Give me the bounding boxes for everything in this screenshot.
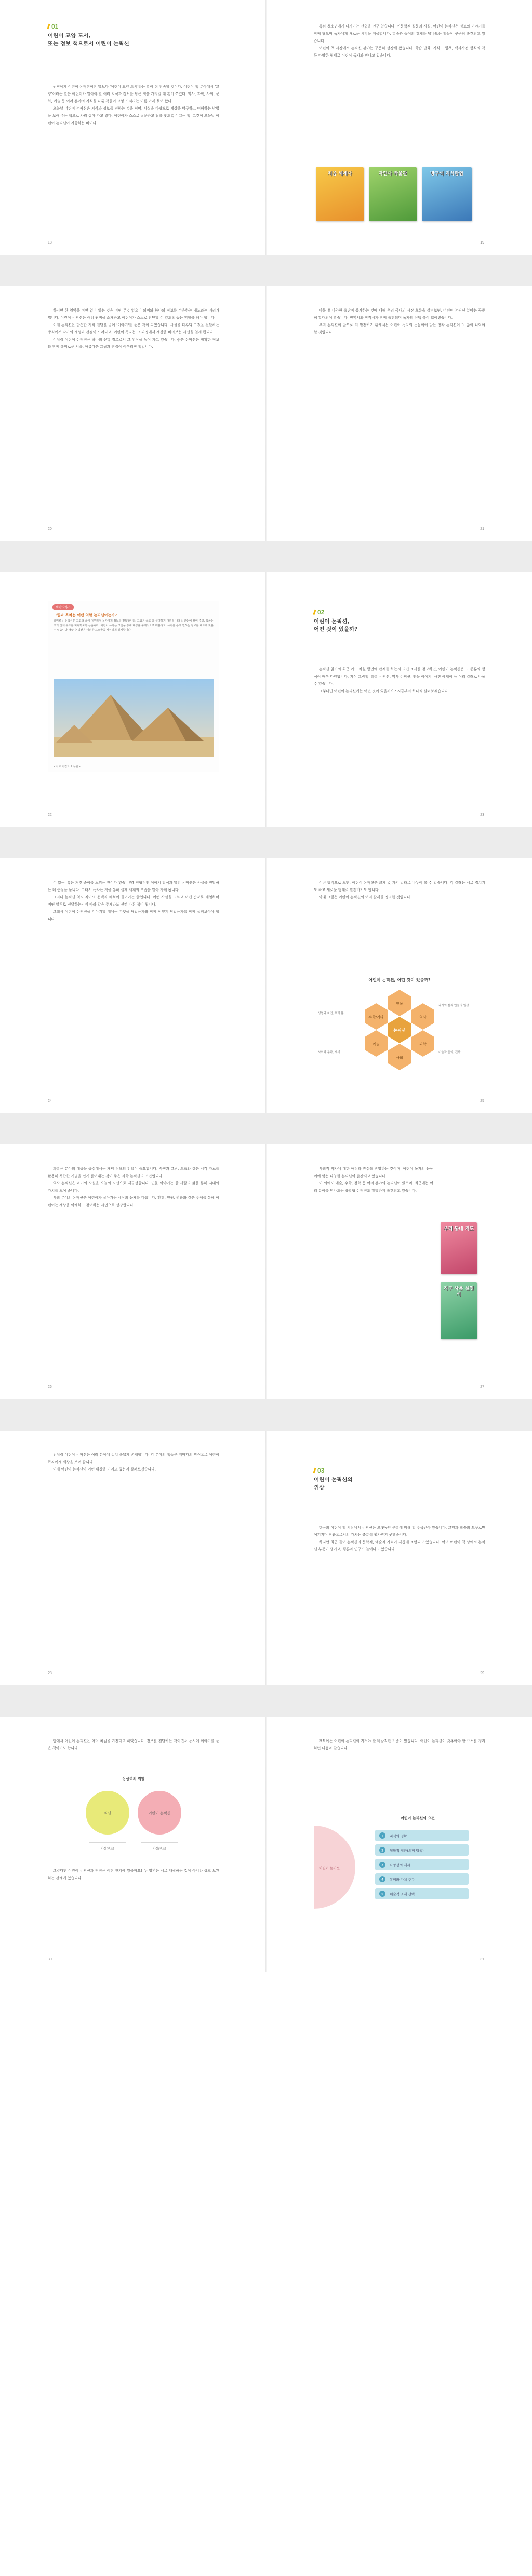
arrow-label: 사실(팩트) [153, 1847, 166, 1851]
callout-tag: 생각더하기 [52, 604, 74, 610]
body-text [314, 23, 485, 59]
paragraph: 이 외에도 예술, 수학, 철학 등 여러 분야의 논픽션이 있으며, 최근에는 여러 분야를 넘나드는 융합형 논픽션도 활발하게 출간되고 있습니다. [314, 1181, 433, 1193]
diagram-side-label: 사회와 문화, 세계 [318, 1051, 340, 1054]
body-text [314, 879, 485, 901]
body-text [314, 666, 485, 695]
book-cover: 방구석 지식탐험 [422, 167, 472, 221]
page-25 [266, 858, 532, 1113]
page-number: 29 [480, 1671, 484, 1675]
svg-text:예술적 소재 선택: 예술적 소재 선택 [390, 1892, 415, 1896]
book-cover: 지구 사용 설명서 [441, 1282, 477, 1339]
body-text [48, 83, 219, 127]
hex-cell [411, 1003, 434, 1030]
svg-text:흥미와 가치 추구: 흥미와 가치 추구 [390, 1878, 415, 1882]
paragraph: 팩트에는 어린이 논픽션이 가져야 할 바람직한 기준이 있습니다. 어린이 논픽션이 갖추어야 할 요소를 정리하면 다음과 같습니다. [314, 1739, 485, 1750]
book-cover: 자연사 박물관 [369, 167, 417, 221]
paragraph: 과학은 분야의 대중을 중심에서는 개념 정보의 전달이 중요합니다. 사진과 그림, 도표와 같은 시각 자료를 활용해 복잡한 개념을 쉽게 풀어내는 것이 좋은 과학 논픽션의 조건입니다. [48, 1167, 219, 1178]
body-text [48, 1867, 219, 1882]
section-number: 02 [314, 609, 324, 616]
hex-cell [365, 1003, 388, 1030]
svg-text:3: 3 [381, 1863, 383, 1867]
section-number: 03 [314, 1467, 324, 1474]
page-number: 24 [48, 1099, 52, 1103]
svg-text:5: 5 [381, 1892, 383, 1896]
hex-center [388, 1017, 411, 1043]
spread-6 [0, 1431, 532, 1685]
paragraph: 그렇다면 어린이 논픽션에는 어떤 것이 있을까요? 지금부터 하나씩 살펴보겠습니다. [319, 689, 449, 693]
hex-cell [388, 990, 411, 1016]
page-18 [0, 0, 266, 255]
page-31 [266, 1717, 532, 1972]
paragraph: 그래서 어린이 논픽션을 이야기할 때에는 무엇을 담았는가와 함께 어떻게 담았는가를 함께 살펴보아야 합니다. [48, 910, 219, 921]
spread-3 [0, 572, 532, 827]
svg-text:인물: 인물 [396, 1002, 403, 1006]
page-gap [0, 827, 532, 858]
paragraph: 이제 어린이 논픽션이 어떤 위상을 가지고 있는지 살펴보겠습니다. [53, 1467, 156, 1472]
paragraph: 하지만 한 영역을 비판 없이 읽는 것은 어떤 무엇 있으니 의미와 하나의 정보를 수용하는 태도와는 거리가 멉니다. 어린이 논픽션은 여러 관점을 소개하고 어린이가 스스로 판단할 수 있도록 돕는 역할을 해야 합니다. [48, 308, 219, 320]
paragraph: 그러나 논픽션 역시 작가의 선택과 해석이 들어가는 글입니다. 어떤 사실을 고르고 어떤 순서로 배열하며 어떤 말투로 전달하는지에 따라 같은 주제라도 전혀 다른 책이 됩니다. [48, 895, 219, 907]
requirements-diagram [314, 1810, 485, 1919]
page-number: 28 [48, 1671, 52, 1675]
paragraph: 아동 책 다양한 출판이 증가하는 것에 대해 우리 국내의 시장 흐름을 살펴보면, 어린이 논픽션 분야는 꾸준히 확대되어 왔습니다. 번역서와 창작서가 함께 출간되며 독자의 선택 폭이 넓어졌습니다. [314, 308, 485, 320]
paragraph: 이처럼 어린이 논픽션은 하나의 문학 장르로서 그 위상을 높여 가고 있습니다. 좋은 논픽션은 정확한 정보와 함께 흥미로운 서술, 아름다운 그림과 편집이 어우러진 책입니다. [48, 338, 219, 349]
page-26 [0, 1144, 266, 1399]
page-19 [266, 0, 532, 255]
page-number: 27 [480, 1385, 484, 1389]
body-text [48, 1451, 219, 1473]
paragraph: 사회적 약자에 대한 애정과 관심을 반영하는 것이며, 어린이 독자의 눈높이에 맞는 다양한 논픽션이 출간되고 있습니다. [314, 1167, 433, 1178]
paragraph: 오늘날 어린이 논픽션은 지식과 정보를 전하는 것을 넘어, 사실을 바탕으로 세상을 탐구하고 이해하는 방법을 보여 주는 책으로 자리 잡아 가고 있다. 어린이가 스스로 질문하고 답을 찾도록 이끄는 책, 그것이 오늘날 어린이 논픽션이 지향하는 바이다. [48, 106, 219, 125]
body-text [314, 1165, 433, 1194]
paragraph: 우리 논픽션이 앞으로 더 발전하기 위해서는 어린이 독자의 눈높이에 맞는 창작 논픽션이 더 많이 나와야 할 것입니다. [314, 323, 485, 334]
venn-label: 픽션 [104, 1811, 111, 1815]
paragraph: 이런 방식으로 보면, 어린이 논픽션은 크게 몇 가지 갈래로 나누어 볼 수 있습니다. 각 갈래는 서로 겹치기도 하고 새로운 형태로 발전하기도 합니다. [314, 881, 485, 892]
svg-text:1: 1 [381, 1834, 383, 1838]
page-28 [0, 1431, 266, 1685]
venn-title: 상상력의 역할 [122, 1777, 145, 1781]
page-gap [0, 1685, 532, 1717]
page-number: 30 [48, 1958, 52, 1961]
paragraph: 사회 분야의 논픽션은 어린이가 살아가는 세상의 문제를 다룹니다. 환경, 인권, 평화와 같은 주제를 통해 어린이는 세상을 이해하고 참여하는 시민으로 성장합니다. [48, 1196, 219, 1207]
page-number: 25 [480, 1099, 484, 1103]
list-item [375, 1888, 469, 1899]
section-title: 어린이 논픽션, 어떤 것이 있을까? [314, 618, 358, 632]
page-24 [0, 858, 266, 1113]
page-number: 23 [480, 813, 484, 817]
spread-1 [0, 0, 532, 255]
paragraph: 위처럼 어린이 논픽션은 여러 분야에 걸쳐 폭넓게 존재합니다. 각 분야의 책들은 저마다의 방식으로 어린이 독자에게 세상을 보여 줍니다. [48, 1453, 219, 1464]
spread-4 [0, 858, 532, 1113]
book-cover: 우리 동네 지도 [441, 1222, 477, 1274]
pyramids-illustration [54, 679, 214, 757]
page-22 [0, 572, 266, 827]
page-number: 31 [480, 1958, 484, 1961]
paragraph: 어린이 책 시장에서 논픽션 분야는 꾸준히 성장해 왔습니다. 학습 만화, 지식 그림책, 백과사전 형식의 책 등 다양한 형태로 어린이 독자와 만나고 있습니다. [314, 46, 485, 58]
paragraph: 아래 그림은 어린이 논픽션의 여러 갈래를 정리한 것입니다. [319, 895, 412, 899]
circle-label: 어린이 논픽션 [319, 1866, 340, 1870]
hex-cell [411, 1030, 434, 1057]
body-text [48, 1165, 219, 1209]
list-item [375, 1844, 469, 1856]
page-30 [0, 1717, 266, 1972]
section-title: 어린이 교양 도서, 또는 정보 책으로서 어린이 논픽션 [48, 33, 129, 47]
svg-text:역사: 역사 [419, 1015, 427, 1019]
svg-text:철학적 접근(의미 탐색): 철학적 접근(의미 탐색) [390, 1849, 424, 1853]
section-title: 어린이 논픽션의 위상 [314, 1477, 353, 1491]
callout-box [48, 601, 219, 772]
body-text [48, 879, 219, 923]
svg-text:2: 2 [381, 1849, 383, 1853]
svg-text:지식의 정확: 지식의 정확 [390, 1834, 407, 1838]
page-number: 18 [48, 241, 52, 245]
list-item [375, 1859, 469, 1870]
pencil-icon [313, 1468, 316, 1473]
hex-cell [365, 1030, 388, 1057]
pencil-icon [313, 610, 316, 615]
diagram-side-label: 생명과 자연, 우리 몸 [318, 1012, 344, 1015]
arrow-label: 사실(팩트) [101, 1847, 114, 1851]
paragraph: 역사 논픽션은 과거의 사실을 오늘의 시선으로 재구성합니다. 인물 이야기는 한 사람의 삶을 통해 시대와 가치를 보여 줍니다. [48, 1181, 219, 1193]
pencil-icon [47, 24, 50, 29]
callout-body: 흥미로운 논픽션은 그림과 글이 어우러져 독자에게 정보를 전달합니다. 그림은 글로 다 설명하기 어려운 내용을 한눈에 보여 주고, 목차는 책의 전체 구조를 파악하도록 돕습니다. 어린이 독자는 그림을 통해 대상을 구체적으로 떠올리고, 목차를 통해 원하는 정보를 빠르게 찾을 수 있습니다. 좋은 논픽션은 이러한 요소들을 세심하게 설계합니다. [54, 619, 214, 632]
section-number: 01 [48, 23, 58, 30]
body-text [48, 307, 219, 350]
page-gap [0, 1399, 532, 1431]
svg-text:논픽션: 논픽션 [393, 1028, 406, 1033]
spread-7 [0, 1717, 532, 1972]
image-caption: <사료 이집트 7 무덤> [54, 765, 81, 768]
page-23 [266, 572, 532, 827]
page-number: 26 [48, 1385, 52, 1389]
page-27 [266, 1144, 532, 1399]
page-number: 21 [480, 527, 484, 531]
paragraph: 원칭에게 어린이 논픽션이란 말보다 '어린이 교양 도서'라는 말이 더 친숙할 것이다. 어린이 책 분야에서 '교양'이라는 말은 어린이가 알아야 할 여러 지식과 정보를 담은 책을 가리킬 때 흔히 쓰였다. 역사, 과학, 사회, 문화, 예술 등 여러 분야의 지식을 다룬 책들이 교양 도서라는 이름 아래 묶여 왔다. [48, 85, 219, 103]
page-gap [0, 541, 532, 572]
page-20 [0, 286, 266, 541]
svg-text:4: 4 [381, 1878, 383, 1882]
page-number: 20 [48, 527, 52, 531]
list-item [375, 1873, 469, 1885]
page-21 [266, 286, 532, 541]
callout-title: 그림과 목차는 어떤 역할 논픽션이는가? [54, 613, 117, 617]
paragraph: 수 없는, 혹은 거짓 중이를 느끼는 관이다 있습니까? 전형적인 이야기 방식과 달리 논픽션은 사실을 전달하는 데 중심을 둡니다. 그래서 독자는 책을 통해 실제 세계의 모습을 알아 가게 됩니다. [48, 881, 219, 892]
hex-cell [388, 1044, 411, 1070]
page-gap [0, 255, 532, 286]
hex-diagram [314, 975, 485, 1079]
paragraph: 특히 청소년에게 다가가는 산업을 연구 있습니다. 인문학적 질문과 사실, 어린이 논픽션은 정보와 이야기를 함께 담으며 독자에게 새로운 시각을 제공합니다. 학습과 놀이의 경계를 넘나드는 책들이 꾸준히 출간되고 있습니다. [314, 24, 485, 43]
paragraph: 그렇다면 어린이 논픽션과 픽션은 어떤 관계에 있을까요? 두 영역은 서로 대립하는 것이 아니라 상호 보완하는 관계에 있습니다. [48, 1869, 219, 1880]
body-text [314, 307, 485, 336]
diagram-side-label: 미술과 음악, 건축 [438, 1051, 461, 1054]
spread-5 [0, 1144, 532, 1399]
spread-2 [0, 286, 532, 541]
page-number: 22 [48, 813, 52, 817]
page-number: 19 [480, 241, 484, 245]
paragraph: 앞에서 어린이 논픽션은 여러 차원을 가진다고 하였습니다. 정보를 전달하는 책이면서 동시에 이야기를 품은 책이기도 합니다. [48, 1739, 219, 1750]
venn-label: 어린이 논픽션 [148, 1811, 171, 1815]
list-item [375, 1830, 469, 1841]
body-text [314, 1737, 485, 1752]
paragraph: 하지만 최근 들어 논픽션의 문학적, 예술적 가치가 새롭게 조명되고 있습니다. 여러 어린이 책 상에서 논픽션 부문이 생기고, 평론과 연구도 늘어나고 있습니다. [314, 1540, 485, 1552]
paragraph: 논픽션 읽기의 최근 어느 차원 방면에 관계를 하는지 의견 조사를 참고하면, 어린이 논픽션은 그 종류와 형식이 매우 다양합니다. 지식 그림책, 과학 논픽션, 역사 논픽션, 인물 이야기, 사진 에세이 등 여러 갈래로 나눌 수 있습니다. [314, 667, 485, 686]
book-cover: 처음 세계사 [316, 167, 364, 221]
svg-text:수학/기타: 수학/기타 [368, 1015, 384, 1019]
svg-text:과학: 과학 [419, 1042, 427, 1046]
diagram-side-label: 과거의 삶과 인물의 일생 [438, 1004, 469, 1007]
page-29 [266, 1431, 532, 1685]
svg-text:다양성의 제시: 다양성의 제시 [390, 1863, 410, 1867]
body-text [48, 1737, 219, 1752]
diagram-title: 어린이 논픽션의 요건 [401, 1816, 435, 1820]
body-text [314, 1524, 485, 1553]
paragraph: 한국의 어린이 책 시장에서 논픽션은 오랫동안 문학에 비해 덜 주목받아 왔습니다. 교양과 학습의 도구로만 여겨지며 작품으로서의 가치는 충분히 평가받지 못했습니다. [314, 1526, 485, 1537]
svg-text:예술: 예술 [373, 1042, 380, 1046]
diagram-title: 어린이 논픽션, 어떤 것이 있을까? [368, 978, 431, 982]
page-gap [0, 1113, 532, 1144]
venn-diagram [48, 1774, 219, 1852]
svg-text:사회: 사회 [396, 1056, 403, 1060]
paragraph: 이제 논픽션은 단순한 지식 전달을 넘어 '이야기'를 품은 책이 되었습니다. 사실을 다루되 그것을 전달하는 방식에서 작가의 개성과 관점이 드러나고, 어린이 독자는 그 과정에서 세상을 바라보는 시선을 얻게 됩니다. [48, 323, 219, 334]
